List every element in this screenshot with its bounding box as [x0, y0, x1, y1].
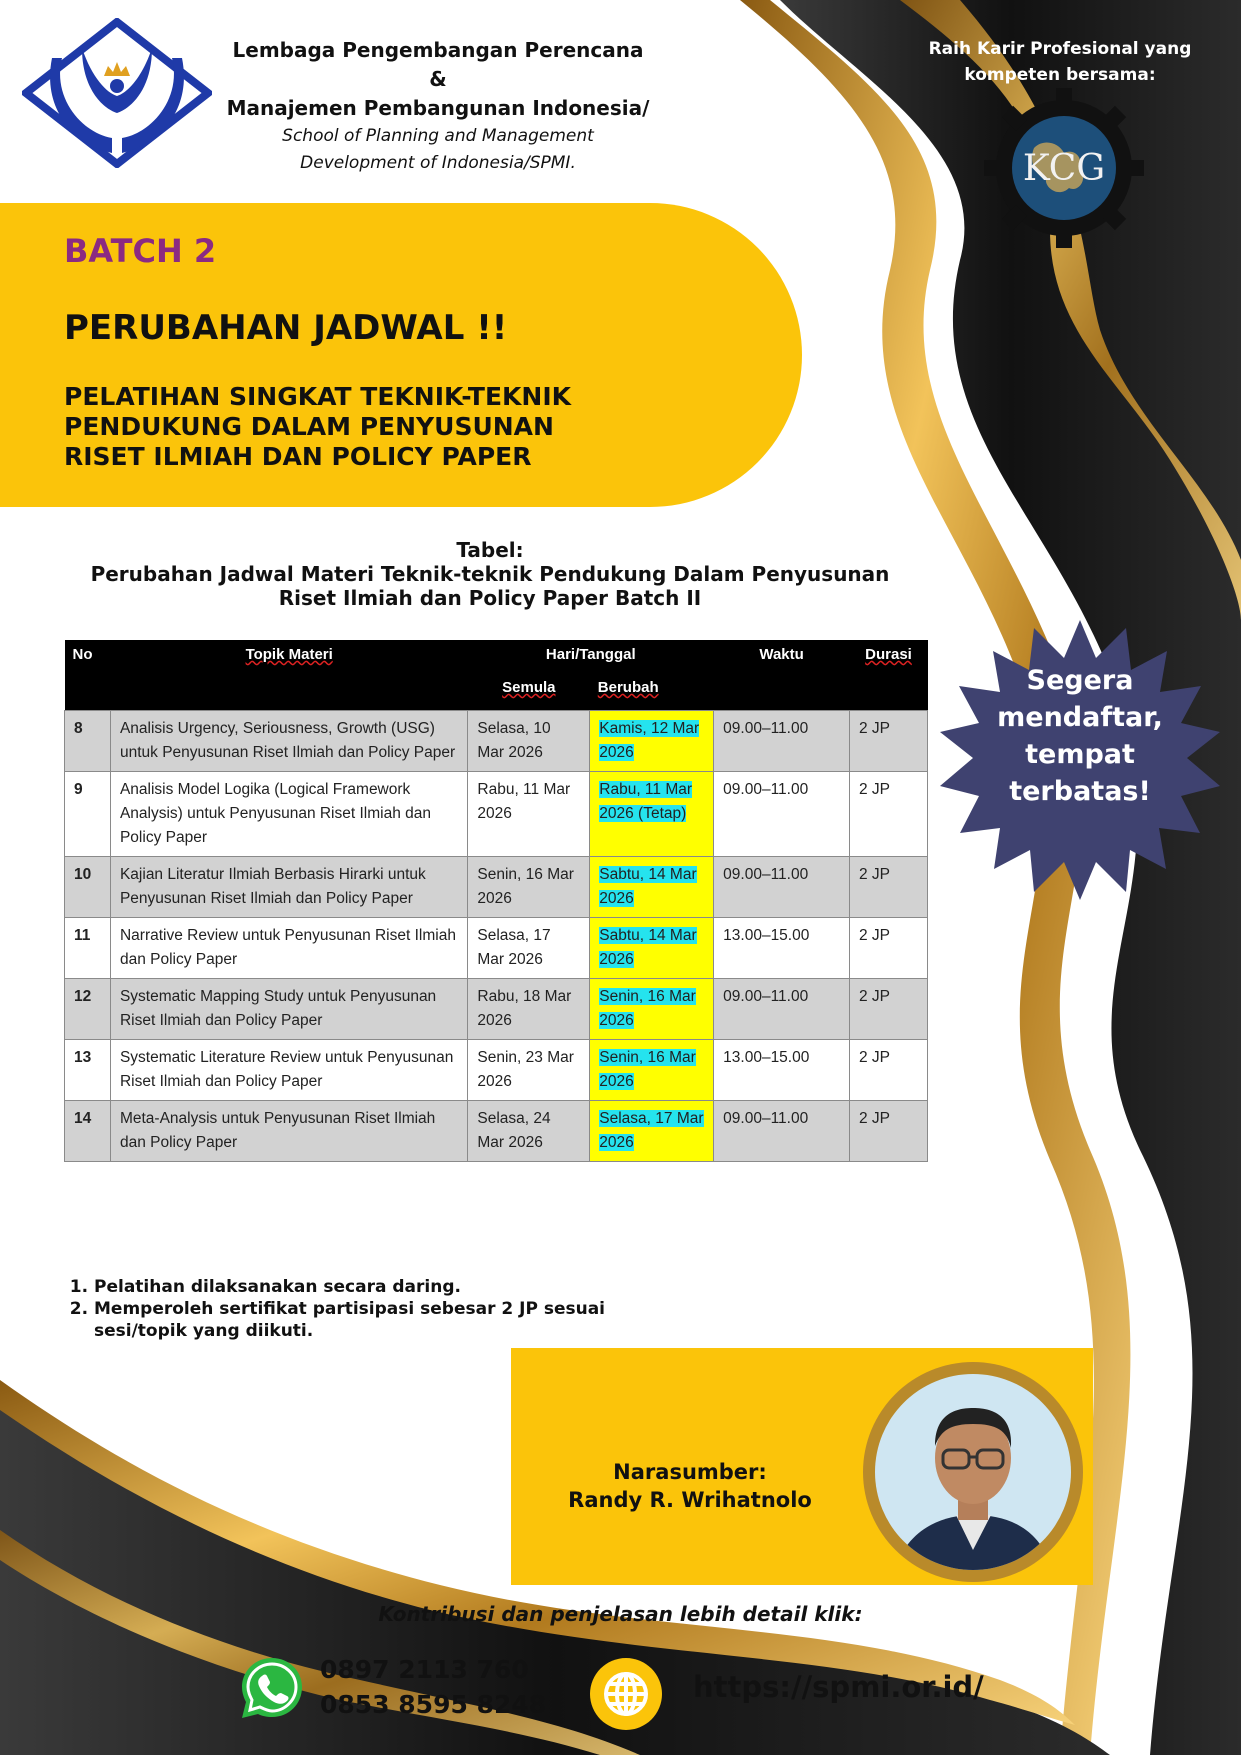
- changed-date-text: Sabtu, 14 Mar 2026: [599, 866, 697, 907]
- cell-topic: Narrative Review untuk Penyusunan Riset Ilmiah dan Policy Paper: [110, 918, 467, 979]
- course-title-line: RISET ILMIAH DAN POLICY PAPER: [64, 442, 532, 471]
- table-row: [65, 857, 928, 918]
- cell-changed-date: [590, 1040, 714, 1101]
- cell-changed-date: [590, 918, 714, 979]
- cell-original-date: Senin, 16 Mar 2026: [468, 857, 590, 918]
- table-row: [65, 918, 928, 979]
- callout-line: terbatas!: [1009, 776, 1151, 807]
- org-name-line: Lembaga Pengembangan Perencana: [232, 38, 644, 62]
- cell-changed-date: [590, 772, 714, 857]
- header-original-label: Semula: [502, 679, 556, 696]
- partner-tagline-line: kompeten bersama:: [964, 65, 1156, 85]
- cell-duration: 2 JP: [849, 918, 927, 979]
- header-topic-label: Topik Materi: [245, 646, 333, 663]
- header-date: Hari/Tanggal: [468, 640, 714, 669]
- org-name-ampersand: &: [429, 67, 447, 91]
- phone-number[interactable]: 0853 8595 8248: [320, 1690, 547, 1719]
- cell-topic: Meta-Analysis untuk Penyusunan Riset Ilmiah dan Policy Paper: [110, 1101, 467, 1162]
- schedule-table: [64, 640, 928, 1162]
- table-caption-line: Perubahan Jadwal Materi Teknik-teknik Pendukung Dalam Penyusunan: [90, 562, 890, 586]
- org-english-name: School of Planning and Management: [282, 126, 594, 146]
- cell-time: 09.00–11.00: [714, 772, 850, 857]
- table-row: [65, 1101, 928, 1162]
- phone-numbers: [320, 1652, 546, 1722]
- cell-duration: 2 JP: [849, 772, 927, 857]
- cell-original-date: Senin, 23 Mar 2026: [468, 1040, 590, 1101]
- cell-duration: 2 JP: [849, 857, 927, 918]
- table-row: [65, 772, 928, 857]
- notes-list: [72, 1276, 632, 1342]
- changed-date-text: Senin, 16 Mar 2026: [599, 988, 696, 1029]
- cell-original-date: Rabu, 11 Mar 2026: [468, 772, 590, 857]
- cell-no: 12: [65, 979, 111, 1040]
- cell-time: 09.00–11.00: [714, 979, 850, 1040]
- cell-original-date: Selasa, 17 Mar 2026: [468, 918, 590, 979]
- cell-no: 10: [65, 857, 111, 918]
- cell-duration: 2 JP: [849, 979, 927, 1040]
- cell-no: 13: [65, 1040, 111, 1101]
- partner-tagline-line: Raih Karir Profesional yang: [928, 39, 1192, 59]
- cell-time: 09.00–11.00: [714, 711, 850, 772]
- header-time: Waktu: [714, 640, 850, 711]
- kcg-logo: [984, 88, 1144, 248]
- cell-duration: 2 JP: [849, 711, 927, 772]
- note-item: 2. Memperoleh sertifikat partisipasi sebesar 2 JP sesuai sesi/topik yang diikuti.: [94, 1298, 632, 1342]
- cell-original-date: Selasa, 10 Mar 2026: [468, 711, 590, 772]
- spmi-logo: [22, 18, 212, 168]
- contribution-text: Kontribusi dan penjelasan lebih detail klik:: [378, 1602, 863, 1626]
- header-original: [468, 669, 590, 711]
- cell-topic: Kajian Literatur Ilmiah Berbasis Hirarki untuk Penyusunan Riset Ilmiah dan Policy Paper: [110, 857, 467, 918]
- callout-line: Segera: [1026, 665, 1134, 696]
- changed-date-text: Selasa, 17 Mar 2026: [599, 1110, 704, 1151]
- cell-changed-date: [590, 979, 714, 1040]
- cell-topic: Systematic Mapping Study untuk Penyusunan Riset Ilmiah dan Policy Paper: [110, 979, 467, 1040]
- website-link[interactable]: https://spmi.or.id/: [693, 1670, 984, 1704]
- callout-line: tempat: [1025, 739, 1135, 770]
- table-caption-line: Riset Ilmiah dan Policy Paper Batch II: [278, 586, 702, 610]
- org-name-line: Manajemen Pembangunan Indonesia/: [226, 96, 650, 120]
- schedule-change-title: PERUBAHAN JADWAL !!: [64, 308, 508, 348]
- table-row: [65, 1040, 928, 1101]
- cell-time: 13.00–15.00: [714, 1040, 850, 1101]
- cell-changed-date: [590, 857, 714, 918]
- changed-date-text: Rabu, 11 Mar 2026 (Tetap): [599, 781, 693, 822]
- cell-changed-date: [590, 711, 714, 772]
- cell-changed-date: [590, 1101, 714, 1162]
- header-changed-label: Berubah: [597, 679, 659, 696]
- table-caption: [40, 538, 940, 610]
- speaker-label: Narasumber:: [613, 1460, 767, 1484]
- changed-date-text: Kamis, 12 Mar 2026: [599, 720, 700, 761]
- cell-topic: Systematic Literature Review untuk Penyusunan Riset Ilmiah dan Policy Paper: [110, 1040, 467, 1101]
- partner-tagline: [900, 36, 1220, 88]
- cell-no: 8: [65, 711, 111, 772]
- kcg-logo-text: KCG: [1022, 148, 1106, 189]
- callout-text: [950, 662, 1210, 810]
- cell-original-date: Rabu, 18 Mar 2026: [468, 979, 590, 1040]
- batch-label: BATCH 2: [64, 232, 217, 270]
- cell-no: 9: [65, 772, 111, 857]
- header-no: No: [65, 640, 111, 711]
- cell-duration: 2 JP: [849, 1040, 927, 1101]
- phone-number[interactable]: 0897 2113 760: [320, 1655, 529, 1684]
- course-title: [64, 382, 704, 472]
- cell-time: 09.00–11.00: [714, 857, 850, 918]
- callout-line: mendaftar,: [997, 702, 1163, 733]
- cell-duration: 2 JP: [849, 1101, 927, 1162]
- globe-icon[interactable]: [589, 1657, 663, 1731]
- cell-no: 11: [65, 918, 111, 979]
- whatsapp-icon[interactable]: [238, 1654, 306, 1722]
- table-row: [65, 711, 928, 772]
- cell-topic: Analisis Model Logika (Logical Framework Analysis) untuk Penyusunan Riset Ilmiah dan Policy Paper: [110, 772, 467, 857]
- speaker-name: Randy R. Wrihatnolo: [568, 1488, 812, 1512]
- table-row: [65, 979, 928, 1040]
- header-topic: [110, 640, 467, 711]
- cell-original-date: Selasa, 24 Mar 2026: [468, 1101, 590, 1162]
- course-title-line: PELATIHAN SINGKAT TEKNIK-TEKNIK: [64, 382, 572, 411]
- org-english-name: Development of Indonesia/SPMI.: [300, 153, 576, 173]
- header-changed: [590, 669, 714, 711]
- note-item: 1. Pelatihan dilaksanakan secara daring.: [94, 1276, 632, 1298]
- changed-date-text: Senin, 16 Mar 2026: [599, 1049, 696, 1090]
- speaker-info: [540, 1458, 840, 1514]
- speaker-photo: [861, 1360, 1085, 1584]
- header-duration: [849, 640, 927, 711]
- table-header-row: [65, 640, 928, 669]
- cell-no: 14: [65, 1101, 111, 1162]
- changed-date-text: Sabtu, 14 Mar 2026: [599, 927, 697, 968]
- cell-time: 13.00–15.00: [714, 918, 850, 979]
- course-title-line: PENDUKUNG DALAM PENYUSUNAN: [64, 412, 554, 441]
- organization-name: [218, 36, 658, 177]
- header-duration-label: Durasi: [865, 646, 912, 663]
- cell-topic: Analisis Urgency, Seriousness, Growth (USG) untuk Penyusunan Riset Ilmiah dan Policy Paper: [110, 711, 467, 772]
- cell-time: 09.00–11.00: [714, 1101, 850, 1162]
- table-caption-line: Tabel:: [456, 538, 524, 562]
